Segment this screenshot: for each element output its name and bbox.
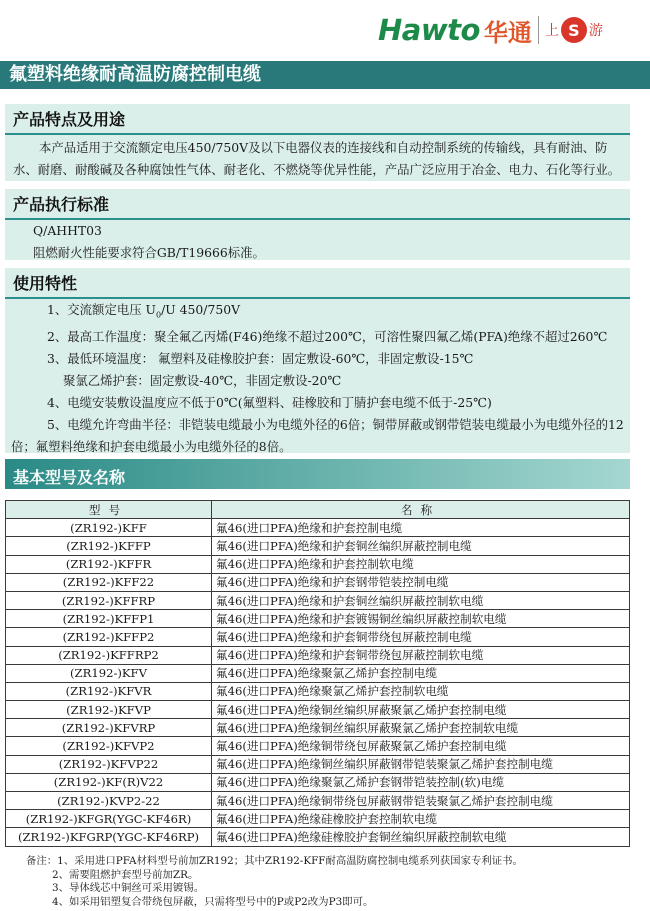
table-row bbox=[6, 537, 630, 555]
table-row bbox=[6, 610, 630, 628]
features-text: 本产品适用于交流额定电压450/750V及以下电器仪表的连接线和自动控制系统的传输线，具有耐油、防水、耐磨、耐酸碱及各种腐蚀性气体、耐老化、不燃烧等优异性能，产品广泛应用于冶金、电力、石化等行业。 bbox=[13, 140, 621, 177]
name-cell: 氟46(进口PFA)绝缘和护套铜带绕包屏蔽控制电缆 bbox=[212, 628, 630, 646]
table-row bbox=[6, 737, 630, 755]
table-row bbox=[6, 591, 630, 609]
name-cell: 氟46(进口PFA)绝缘铜丝编织屏蔽聚氯乙烯护套控制软电缆 bbox=[212, 719, 630, 737]
model-cell: (ZR192-)KFFR bbox=[6, 555, 212, 573]
model-cell: (ZR192-)KFVP2 bbox=[6, 737, 212, 755]
usage-item-max-temp: 2、最高工作温度：聚全氟乙丙烯(F46)绝缘不超过200℃，可溶性聚四氟乙烯(PFA)绝缘不超过260℃ bbox=[47, 329, 608, 345]
table-row bbox=[6, 646, 630, 664]
voltage-value: /U 450/750V bbox=[161, 302, 241, 317]
table-row bbox=[6, 573, 630, 591]
model-cell: (ZR192-)KFGR(YGC-KF46R) bbox=[6, 810, 212, 828]
usage-item-min-temp-pvc: 聚氯乙烯护套：固定敷设-40℃，非固定敷设-20℃ bbox=[63, 373, 342, 389]
logo-badge-icon: S bbox=[561, 17, 587, 43]
note-item: 备注：1、采用进口PFA材料型号前加ZR192；其中ZR192-KFF耐高温防腐控制电缆系列获国家专利证书。 bbox=[26, 855, 523, 867]
model-cell: (ZR192-)KFF22 bbox=[6, 573, 212, 591]
table-row bbox=[6, 519, 630, 537]
table-row bbox=[6, 828, 630, 846]
logo-secondary bbox=[545, 17, 603, 43]
title-bar bbox=[0, 61, 650, 89]
features-section bbox=[5, 104, 630, 181]
name-cell: 氟46(进口PFA)绝缘和护套铜丝编织屏蔽控制软电缆 bbox=[212, 591, 630, 609]
standard-line: Q/AHHT03 bbox=[33, 223, 102, 238]
note-item: 2、需要阻燃护套型号前加ZR。 bbox=[52, 868, 199, 881]
name-cell: 氟46(进口PFA)绝缘和护套铜丝编织屏蔽控制电缆 bbox=[212, 537, 630, 555]
name-cell: 氟46(进口PFA)绝缘聚氯乙烯护套控制电缆 bbox=[212, 664, 630, 682]
name-cell: 氟46(进口PFA)绝缘聚氯乙烯护套钢带铠装控制(软)电缆 bbox=[212, 773, 630, 791]
standard-line: 阻燃耐火性能要求符合GB/T19666标准。 bbox=[33, 245, 265, 260]
models-bar bbox=[5, 459, 630, 489]
usage-item-voltage bbox=[5, 299, 630, 326]
logo-sub-left: 上 bbox=[544, 23, 559, 39]
name-cell: 氟46(进口PFA)绝缘和护套控制软电缆 bbox=[212, 555, 630, 573]
name-cell: 氟46(进口PFA)绝缘硅橡胶护套铜丝编织屏蔽控制软电缆 bbox=[212, 828, 630, 846]
model-cell: (ZR192-)KFGRP(YGC-KF46RP) bbox=[6, 828, 212, 846]
model-cell: (ZR192-)KFFP2 bbox=[6, 628, 212, 646]
model-cell: (ZR192-)KFFP1 bbox=[6, 610, 212, 628]
name-cell: 氟46(进口PFA)绝缘和护套控制电缆 bbox=[212, 519, 630, 537]
usage-item-install-temp: 4、电缆安装敷设温度应不低于0℃(氟塑料、硅橡胶和丁腈护套电缆不低于-25℃) bbox=[47, 395, 492, 411]
name-cell: 氟46(进口PFA)绝缘铜丝编织屏蔽聚氯乙烯护套控制电缆 bbox=[212, 701, 630, 719]
logo-chinese: 华通 bbox=[483, 18, 532, 47]
logo-divider bbox=[538, 16, 539, 44]
brand-logo bbox=[378, 12, 603, 48]
model-cell: (ZR192-)KFF bbox=[6, 519, 212, 537]
usage-heading: 使用特性 bbox=[13, 274, 78, 293]
page-title: 氟塑料绝缘耐高温防腐控制电缆 bbox=[9, 64, 261, 85]
column-header-name: 名称 bbox=[212, 501, 630, 519]
features-heading: 产品特点及用途 bbox=[13, 110, 126, 129]
model-cell: (ZR192-)KFVRP bbox=[6, 719, 212, 737]
model-cell: (ZR192-)KF(R)V22 bbox=[6, 773, 212, 791]
voltage-subscript: 0 bbox=[156, 310, 162, 320]
table-row bbox=[6, 682, 630, 700]
name-cell: 氟46(进口PFA)绝缘硅橡胶护套控制软电缆 bbox=[212, 810, 630, 828]
usage-item-min-temp: 3、最低环境温度： 氟塑料及硅橡胶护套：固定敷设-60℃，非固定敷设-15℃ bbox=[47, 351, 474, 367]
voltage-label: 1、交流额定电压 U bbox=[47, 302, 156, 317]
table-row bbox=[6, 719, 630, 737]
usage-item-bend-radius: 5、电缆允许弯曲半径：非铠装电缆最小为电缆外径的6倍；铜带屏蔽或钢带铠装电缆最小为电缆外径的12倍；氟塑料绝缘和护套电缆最小为电缆外径的8倍。 bbox=[11, 417, 624, 455]
model-cell: (ZR192-)KFVR bbox=[6, 682, 212, 700]
table-body bbox=[6, 519, 630, 846]
name-cell: 氟46(进口PFA)绝缘和护套镀锡铜丝编织屏蔽控制软电缆 bbox=[212, 610, 630, 628]
name-cell: 氟46(进口PFA)绝缘和护套钢带铠装控制电缆 bbox=[212, 573, 630, 591]
standard-heading: 产品执行标准 bbox=[13, 195, 110, 214]
models-heading: 基本型号及名称 bbox=[13, 468, 126, 487]
name-cell: 氟46(进口PFA)绝缘铜带绕包屏蔽钢带铠装聚氯乙烯护套控制电缆 bbox=[212, 792, 630, 810]
notes bbox=[26, 855, 523, 909]
logo-english: Hawto bbox=[378, 13, 480, 47]
table-row bbox=[6, 555, 630, 573]
name-cell: 氟46(进口PFA)绝缘铜带绕包屏蔽聚氯乙烯护套控制电缆 bbox=[212, 737, 630, 755]
table-row bbox=[6, 810, 630, 828]
table-row bbox=[6, 628, 630, 646]
table-row bbox=[6, 773, 630, 791]
table-row bbox=[6, 664, 630, 682]
model-cell: (ZR192-)KFVP22 bbox=[6, 755, 212, 773]
standard-section bbox=[5, 189, 630, 260]
table-header-row bbox=[6, 501, 630, 519]
note-item: 3、导体线芯中铜丝可采用镀锡。 bbox=[52, 882, 205, 894]
models-table bbox=[5, 500, 630, 847]
table-row bbox=[6, 792, 630, 810]
model-cell: (ZR192-)KFV bbox=[6, 664, 212, 682]
model-cell: (ZR192-)KFFRP bbox=[6, 591, 212, 609]
model-cell: (ZR192-)KVP2-22 bbox=[6, 792, 212, 810]
name-cell: 氟46(进口PFA)绝缘铜丝编织屏蔽钢带铠装聚氯乙烯护套控制电缆 bbox=[212, 755, 630, 773]
model-cell: (ZR192-)KFFRP2 bbox=[6, 646, 212, 664]
name-cell: 氟46(进口PFA)绝缘聚氯乙烯护套控制软电缆 bbox=[212, 682, 630, 700]
usage-section bbox=[5, 268, 630, 453]
note-item: 4、如采用铝塑复合带绕包屏蔽，只需将型号中的P或P2改为P3即可。 bbox=[52, 895, 374, 908]
model-cell: (ZR192-)KFVP bbox=[6, 701, 212, 719]
name-cell: 氟46(进口PFA)绝缘和护套铜带绕包屏蔽控制软电缆 bbox=[212, 646, 630, 664]
model-cell: (ZR192-)KFFP bbox=[6, 537, 212, 555]
table-row bbox=[6, 755, 630, 773]
logo-sub-right: 游 bbox=[588, 23, 603, 39]
table-row bbox=[6, 701, 630, 719]
column-header-model: 型号 bbox=[6, 501, 212, 519]
